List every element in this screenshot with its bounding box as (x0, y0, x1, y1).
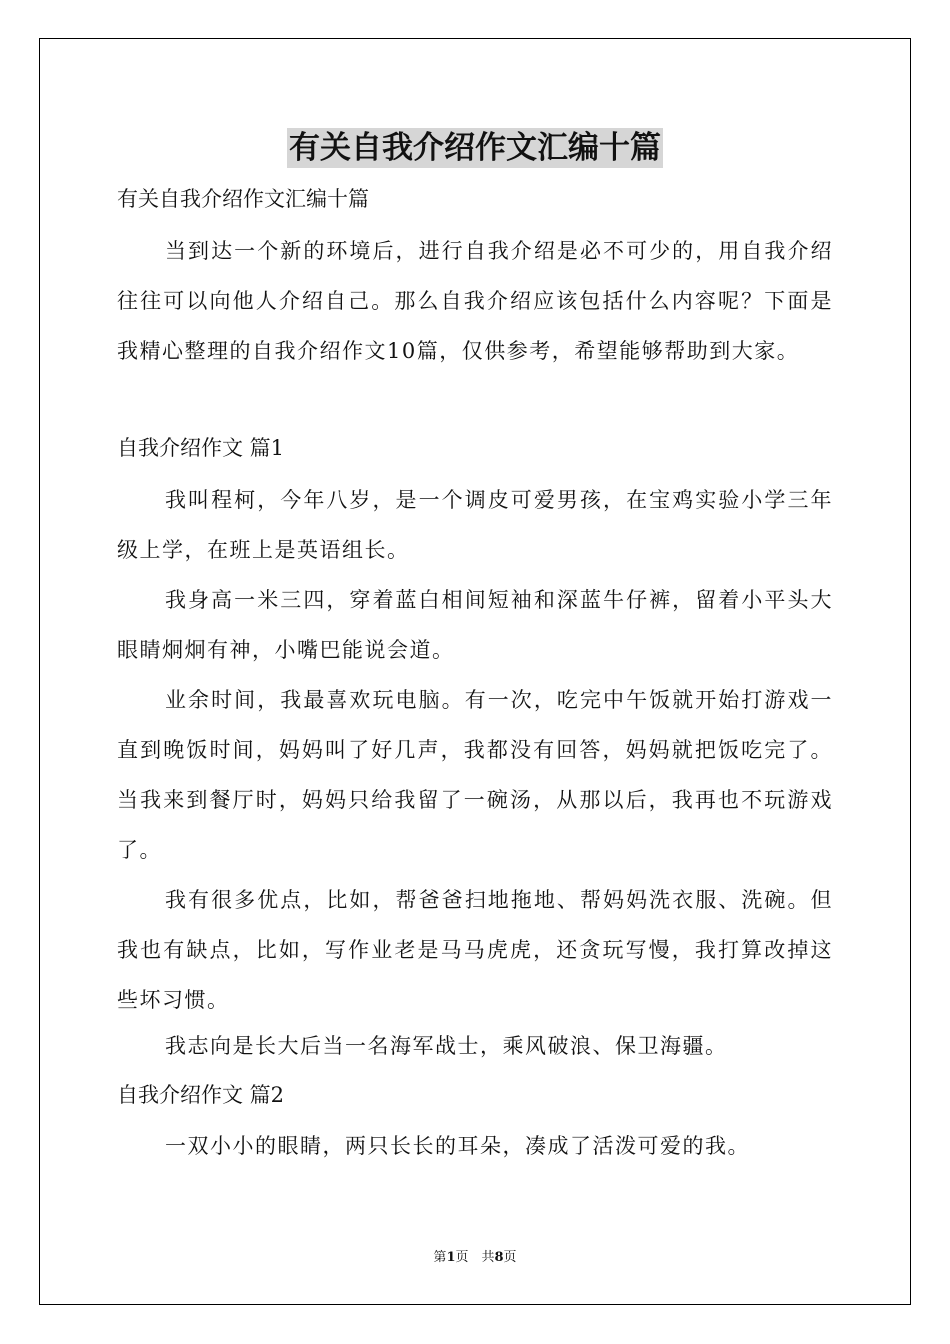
footer-page-current: 1 (446, 1250, 456, 1265)
section-heading-2: 自我介绍作文 篇2 (117, 1083, 285, 1107)
section-heading-1: 自我介绍作文 篇1 (117, 436, 285, 460)
footer-suffix: 页 (503, 1250, 517, 1265)
section2-paragraph-1: 一双小小的眼睛，两只长长的耳朵，凑成了活泼可爱的我。 (165, 1134, 750, 1158)
section1-paragraph-1: 我叫程柯，今年八岁，是一个调皮可爱男孩，在宝鸡实验小学三年级上学，在班上是英语组长。 (117, 488, 833, 562)
document-subtitle: 有关自我介绍作文汇编十篇 (117, 187, 369, 211)
section1-paragraph-5: 我志向是长大后当一名海军战士，乘风破浪、保卫海疆。 (165, 1034, 728, 1058)
section1-paragraph-3: 业余时间，我最喜欢玩电脑。有一次，吃完中午饭就开始打游戏一直到晚饭时间，妈妈叫了好几声，我都没有回答，妈妈就把饭吃完了。当我来到餐厅时，妈妈只给我留了一碗汤，从那以后，我再也不玩游戏了。 (117, 688, 833, 862)
title-wrap (117, 128, 833, 168)
footer-prefix: 第 (433, 1250, 447, 1265)
footer-mid: 页 共 (455, 1250, 495, 1265)
footer-page-total: 8 (494, 1250, 504, 1265)
page-footer (0, 1246, 950, 1265)
intro-paragraph: 当到达一个新的环境后，进行自我介绍是必不可少的，用自我介绍往往可以向他人介绍自己。那么自我介绍应该包括什么内容呢？下面是我精心整理的自我介绍作文10篇，仅供参考，希望能够帮助到大家。 (117, 239, 833, 363)
section1-paragraph-2: 我身高一米三四，穿着蓝白相间短袖和深蓝牛仔裤，留着小平头大眼睛炯炯有神，小嘴巴能说会道。 (117, 588, 833, 662)
document-title: 有关自我介绍作文汇编十篇 (289, 130, 661, 166)
section1-paragraph-4: 我有很多优点，比如，帮爸爸扫地拖地、帮妈妈洗衣服、洗碗。但我也有缺点，比如，写作业老是马马虎虎，还贪玩写慢，我打算改掉这些坏习惯。 (117, 888, 833, 1012)
